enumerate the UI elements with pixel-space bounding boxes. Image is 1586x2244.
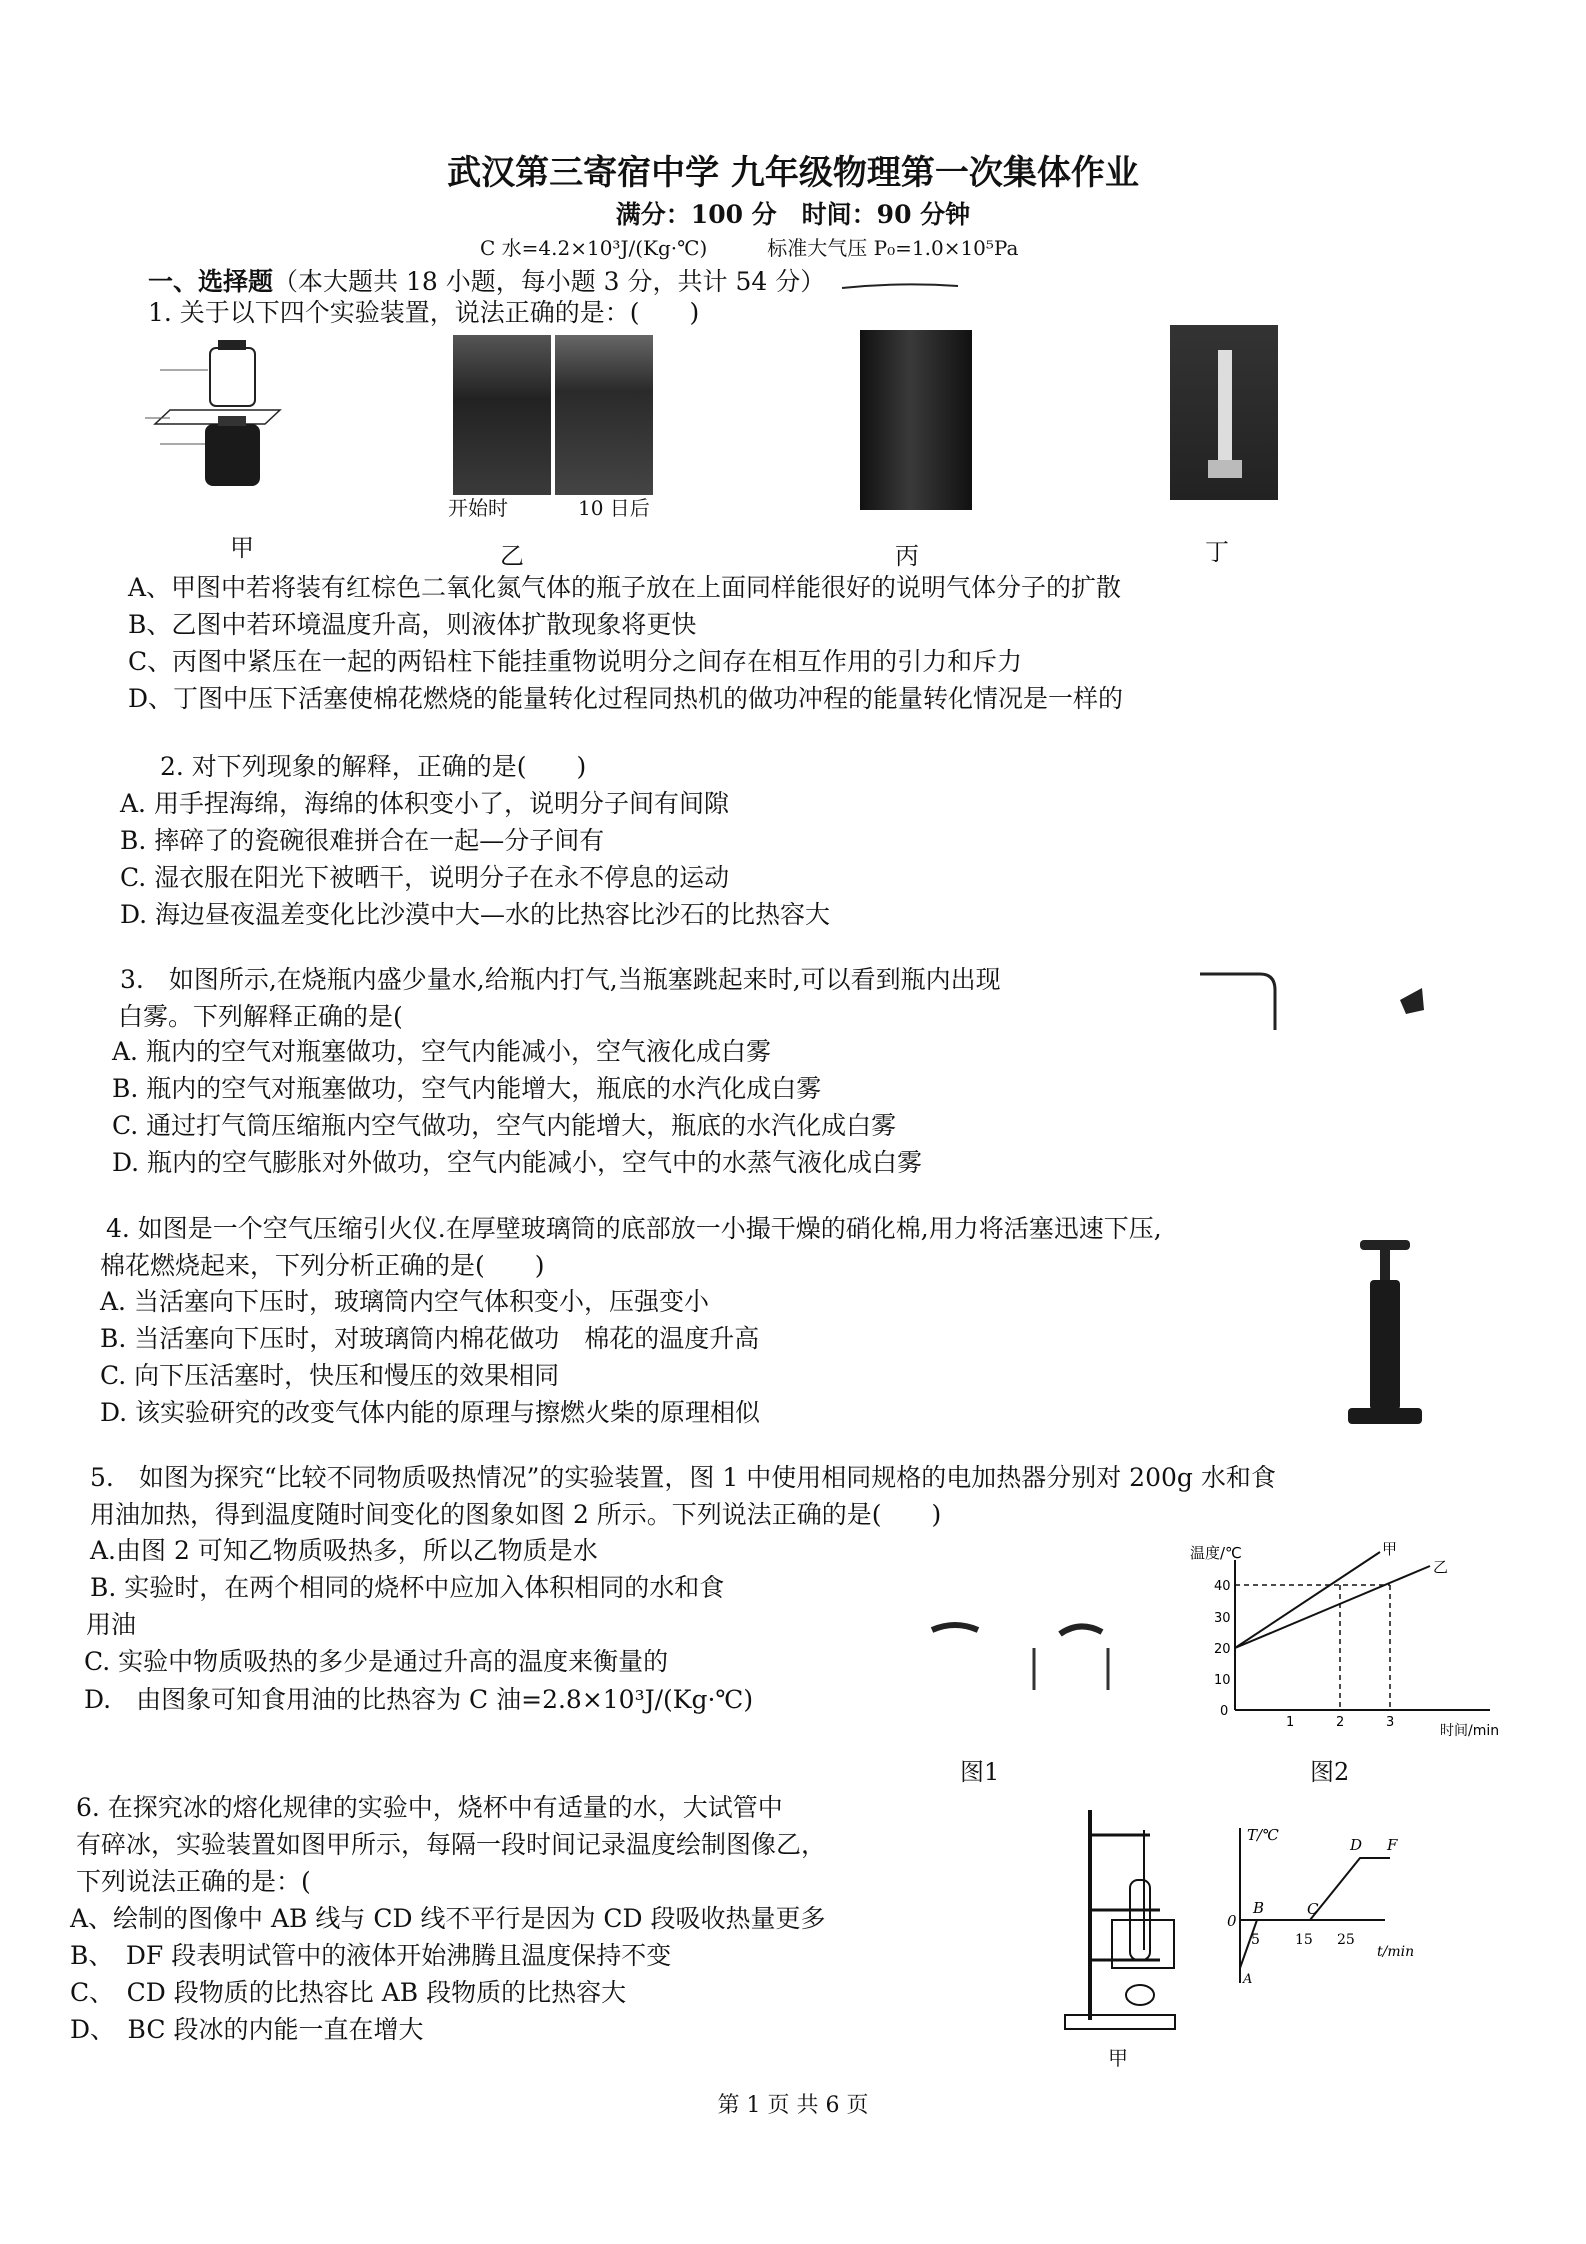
q6-temperature-graph bbox=[1215, 1818, 1435, 1993]
section-note: （本大题共 18 小题，每小题 3 分，共计 54 分） bbox=[273, 267, 826, 296]
q5-fig1-beakers bbox=[930, 1620, 1160, 1715]
q5-xtick-3: 3 bbox=[1386, 1715, 1395, 1730]
q6-graph-xlabel: t/min bbox=[1377, 1944, 1415, 1960]
q3-apparatus-figure bbox=[1200, 970, 1460, 1040]
q1-photo-after bbox=[555, 335, 653, 495]
q6-graph-origin: 0 bbox=[1227, 1912, 1237, 1930]
q6-point-b: B bbox=[1253, 1899, 1265, 1917]
q2-option-d: D. 海边昼夜温差变化比沙漠中大—水的比热容比沙石的比热容大 bbox=[120, 900, 831, 929]
q5-stem-line1: 5. 如图为探究“比较不同物质吸热情况”的实验装置，图 1 中使用相同规格的电加热器分别对 200g 水和食 bbox=[90, 1463, 1276, 1492]
q4-option-c: C. 向下压活塞时，快压和慢压的效果相同 bbox=[100, 1361, 560, 1390]
q6-xtick-25: 25 bbox=[1337, 1932, 1355, 1948]
q5-option-d: D. 由图象可知食用油的比热容为 C 油=2.8×10³J/(Kg·℃) bbox=[84, 1685, 754, 1714]
q2-stem: 2. 对下列现象的解释，正确的是( ) bbox=[160, 752, 587, 781]
q6-fig-jia-apparatus bbox=[1060, 1810, 1190, 2040]
q3-option-b: B. 瓶内的空气对瓶塞做功，空气内能增大，瓶底的水汽化成白雾 bbox=[112, 1074, 822, 1103]
q6-xtick-5: 5 bbox=[1251, 1932, 1260, 1948]
q1-label-ding: 丁 bbox=[1205, 538, 1229, 566]
q5-option-b: B. 实验时，在两个相同的烧杯中应加入体积相同的水和食 bbox=[90, 1573, 725, 1602]
q4-option-d: D. 该实验研究的改变气体内能的原理与擦燃火柴的原理相似 bbox=[100, 1398, 761, 1427]
q6-option-a: A、绘制的图像中 AB 线与 CD 线不平行是因为 CD 段吸收热量更多 bbox=[70, 1904, 826, 1933]
q5-series-yi: 乙 bbox=[1433, 1558, 1449, 1576]
q5-graph-ylabel: 温度/℃ bbox=[1190, 1544, 1242, 1562]
q5-option-c: C. 实验中物质吸热的多少是通过升高的温度来衡量的 bbox=[84, 1647, 669, 1676]
q5-ytick-40: 40 bbox=[1214, 1579, 1231, 1594]
q4-option-a: A. 当活塞向下压时，玻璃筒内空气体积变小，压强变小 bbox=[100, 1287, 709, 1316]
exam-info: 满分：100 分 时间：90 分钟 bbox=[615, 200, 971, 229]
q4-stem-line2: 棉花燃烧起来，下列分析正确的是( ) bbox=[100, 1251, 545, 1280]
q5-stem-line2: 用油加热，得到温度随时间变化的图象如图 2 所示。下列说法正确的是( ) bbox=[90, 1500, 942, 1529]
constant-pressure: 标准大气压 P₀=1.0×10⁵Pa bbox=[767, 236, 1019, 260]
q5-option-b-cont: 用油 bbox=[86, 1610, 137, 1639]
q5-option-a: A.由图 2 可知乙物质吸热多，所以乙物质是水 bbox=[90, 1536, 598, 1565]
q5-graph-xlabel: 时间/min bbox=[1440, 1723, 1500, 1739]
q3-stem-line1: 3. 如图所示,在烧瓶内盛少量水,给瓶内打气,当瓶塞跳起来时,可以看到瓶内出现 bbox=[120, 965, 1001, 994]
q5-fig2-label: 图2 bbox=[1310, 1758, 1350, 1786]
q6-option-d: D、 BC 段冰的内能一直在增大 bbox=[70, 2015, 424, 2044]
q6-graph-ylabel: T/℃ bbox=[1247, 1826, 1279, 1844]
q5-fig1-label: 图1 bbox=[960, 1758, 1000, 1786]
q5-fig2-graph bbox=[1190, 1540, 1500, 1745]
q6-stem-line2: 有碎冰，实验装置如图甲所示，每隔一段时间记录温度绘制图像乙， bbox=[76, 1830, 827, 1859]
underline-stroke bbox=[840, 282, 960, 292]
q3-option-c: C. 通过打气筒压缩瓶内空气做功，空气内能增大，瓶底的水汽化成白雾 bbox=[112, 1111, 897, 1140]
q1-option-a: A、甲图中若将装有红棕色二氧化氮气体的瓶子放在上面同样能很好的说明气体分子的扩散 bbox=[128, 573, 1122, 602]
q6-xtick-15: 15 bbox=[1295, 1932, 1313, 1948]
q3-option-d: D. 瓶内的空气膨胀对外做功，空气内能减小，空气中的水蒸气液化成白雾 bbox=[112, 1148, 923, 1177]
q6-point-f: F bbox=[1387, 1836, 1398, 1854]
q5-xtick-2: 2 bbox=[1336, 1715, 1345, 1730]
q5-ytick-10: 10 bbox=[1214, 1673, 1231, 1688]
q1-stem: 1. 关于以下四个实验装置，说法正确的是：( ) bbox=[148, 298, 700, 327]
q1-label-yi: 乙 bbox=[500, 542, 524, 570]
q1-option-c: C、丙图中紧压在一起的两铅柱下能挂重物说明分之间存在相互作用的引力和斥力 bbox=[128, 647, 1023, 676]
q2-option-b: B. 摔碎了的瓷碗很难拼合在一起—分子间有 bbox=[120, 826, 605, 855]
q1-label-jia: 甲 bbox=[230, 534, 254, 562]
q1-option-d: D、丁图中压下活塞使棉花燃烧的能量转化过程同热机的做功冲程的能量转化情况是一样的 bbox=[128, 684, 1124, 713]
section-heading bbox=[148, 262, 825, 298]
section-title: 一、选择题 bbox=[148, 267, 274, 296]
q5-ytick-30: 30 bbox=[1214, 1611, 1231, 1626]
q5-ytick-0: 0 bbox=[1220, 1704, 1229, 1719]
q4-fire-syringe-figure bbox=[1340, 1240, 1430, 1430]
q6-stem-line1: 6. 在探究冰的熔化规律的实验中，烧杯中有适量的水，大试管中 bbox=[76, 1793, 783, 1822]
page-footer: 第 1 页 共 6 页 bbox=[717, 2093, 869, 2118]
q1-photo-start bbox=[453, 335, 551, 495]
q5-ytick-20: 20 bbox=[1214, 1642, 1231, 1657]
q5-xtick-1: 1 bbox=[1286, 1715, 1295, 1730]
q1-caption-start: 开始时 bbox=[448, 496, 508, 520]
q1-caption-after: 10 日后 bbox=[578, 496, 650, 520]
q3-option-a: A. 瓶内的空气对瓶塞做功，空气内能减小，空气液化成白雾 bbox=[112, 1037, 771, 1066]
q4-stem-line1: 4. 如图是一个空气压缩引火仪.在厚壁玻璃筒的底部放一小撮干燥的硝化棉,用力将活塞迅速下压, bbox=[106, 1214, 1162, 1243]
q2-option-a: A. 用手捏海绵，海绵的体积变小了，说明分子间有间隙 bbox=[120, 789, 729, 818]
constant-specific-heat: C 水=4.2×10³J/(Kg·℃) bbox=[480, 236, 708, 260]
q6-point-d: D bbox=[1350, 1836, 1363, 1854]
q5-series-jia: 甲 bbox=[1382, 1540, 1398, 1558]
q2-option-c: C. 湿衣服在阳光下被晒干，说明分子在永不停息的运动 bbox=[120, 863, 730, 892]
q6-point-a: A bbox=[1243, 1972, 1253, 1987]
q1-photo-bing bbox=[860, 330, 972, 510]
q6-option-c: C、 CD 段物质的比热容比 AB 段物质的比热容大 bbox=[70, 1978, 627, 2007]
q1-option-b: B、乙图中若环境温度升高，则液体扩散现象将更快 bbox=[128, 610, 697, 639]
q3-stem-line2: 白雾。下列解释正确的是( bbox=[118, 1002, 403, 1031]
q6-stem-line3: 下列说法正确的是：( bbox=[76, 1867, 311, 1896]
q1-label-bing: 丙 bbox=[895, 542, 919, 570]
q1-fig-ding-syringe bbox=[1200, 330, 1250, 500]
page-title: 武汉第三寄宿中学 九年级物理第一次集体作业 bbox=[447, 153, 1139, 193]
q6-point-c: C bbox=[1307, 1900, 1319, 1918]
constants-line bbox=[480, 232, 1018, 261]
q6-option-b: B、 DF 段表明试管中的液体开始沸腾且温度保持不变 bbox=[70, 1941, 672, 1970]
q4-option-b: B. 当活塞向下压时，对玻璃筒内棉花做功 棉花的温度升高 bbox=[100, 1324, 760, 1353]
q1-fig-jia bbox=[140, 340, 290, 490]
q6-fig-label: 甲 bbox=[1108, 2046, 1128, 2070]
